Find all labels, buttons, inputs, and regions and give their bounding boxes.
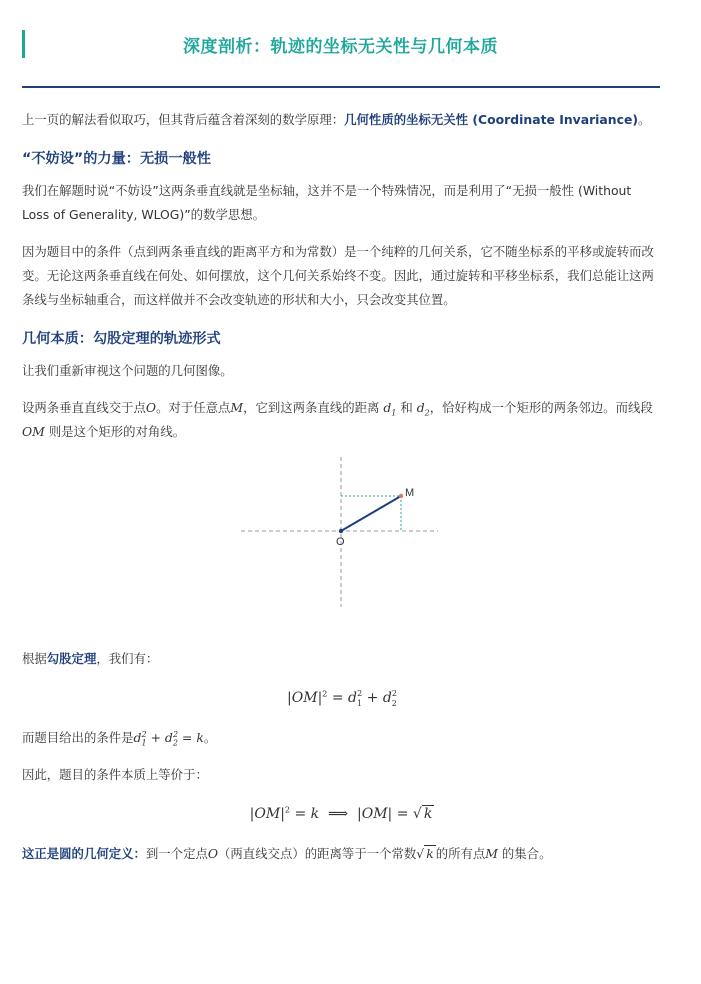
point-m	[399, 494, 403, 498]
math-point-o: O	[145, 400, 157, 415]
text-run: ，恰好构成一个矩形的两条邻边。而线段	[429, 400, 653, 415]
math-var: d	[383, 400, 392, 415]
math-var: d	[416, 400, 425, 415]
label-o: O	[336, 536, 345, 548]
condition-paragraph	[22, 726, 662, 750]
math-point-o: O	[207, 846, 219, 861]
text-run: 到一个定点	[145, 846, 208, 861]
math-segment-om: OM	[22, 424, 45, 439]
geometry-paragraph-2	[22, 396, 662, 444]
math-condition: $d_1^2 + d_2^2 = k$	[133, 729, 204, 748]
pythagoras-intro	[22, 647, 662, 671]
math-point-m: M	[230, 400, 244, 415]
intro-paragraph	[22, 108, 662, 132]
text-run: 则是这个矩形的对角线。	[48, 424, 186, 439]
text-run: 而题目给出的条件是	[22, 730, 134, 745]
diagram-svg	[22, 457, 662, 635]
equivalence-paragraph: 因此，题目的条件本质上等价于：	[22, 767, 208, 782]
text-run: 。对于任意点	[156, 400, 231, 415]
text-run: 设两条垂直直线交于点	[22, 400, 146, 415]
text-run: 的所有点	[435, 846, 486, 861]
equation-pythagoras: $|OM|^2 = d_1^2 + d_2^2$	[287, 689, 397, 708]
header-divider	[22, 86, 660, 88]
equation-equivalence: $|OM|^2 = k$ ⟹ |OM| = √ k	[249, 805, 433, 822]
text-run: ，它到这两条直线的距离	[243, 400, 380, 415]
main-content	[22, 108, 662, 879]
text-run: 的集合。	[501, 846, 552, 861]
label-m: M	[405, 487, 415, 499]
rectangle-diagram	[22, 457, 662, 635]
text-run: ，我们有：	[96, 651, 159, 666]
math-sqrt-k: √ k	[416, 846, 434, 861]
conclusion-highlight: 这正是圆的几何定义：	[22, 846, 146, 861]
section-heading-geometry: 几何本质：勾股定理的轨迹形式	[22, 331, 221, 347]
page-title: 深度剖析：轨迹的坐标无关性与几何本质	[183, 37, 498, 57]
intro-text: 上一页的解法看似取巧，但其背后蕴含着深刻的数学原理：	[22, 112, 345, 127]
text-run: 和	[400, 400, 413, 415]
pythagoras-highlight: 勾股定理	[46, 651, 97, 666]
text-run: （两直线交点）的距离等于一个常数	[218, 846, 417, 861]
wlog-paragraph-2: 因为题目中的条件（点到两条垂直线的距离平方和为常数）是一个纯粹的几何关系，它不随坐标系的平移或旋转而改变。无论这两条垂直线在何处、如何摆放，这个几何关系始终不变。因此，通过旋转和平移坐标系，我们总能让这两条线与坐标轴重合，而这样做并不会改变轨迹的形状和大小，只会改变其位置。	[22, 244, 654, 307]
intro-end: 。	[638, 112, 651, 127]
text-run: 。	[203, 730, 217, 745]
wlog-paragraph-1: 我们在解题时说“不妨设”这两条垂直线就是坐标轴，这并不是一个特殊情况，而是利用了“无损一般性 (Without Loss of Generality, WLOG)”的数学思想。	[22, 183, 632, 222]
math-d1: $d_1$	[383, 400, 397, 418]
geometry-paragraph-1: 让我们重新审视这个问题的几何图像。	[22, 363, 233, 378]
conclusion-paragraph	[22, 842, 662, 866]
text-run: 根据	[22, 651, 47, 666]
section-heading-wlog: “不妨设”的力量：无损一般性	[22, 151, 211, 167]
math-d2: $d_2$	[416, 400, 430, 418]
intro-highlight: 几何性质的坐标无关性 (Coordinate Invariance)	[344, 112, 639, 127]
point-o	[339, 529, 343, 533]
math-point-m: M	[485, 846, 498, 861]
segment-om	[341, 496, 401, 531]
